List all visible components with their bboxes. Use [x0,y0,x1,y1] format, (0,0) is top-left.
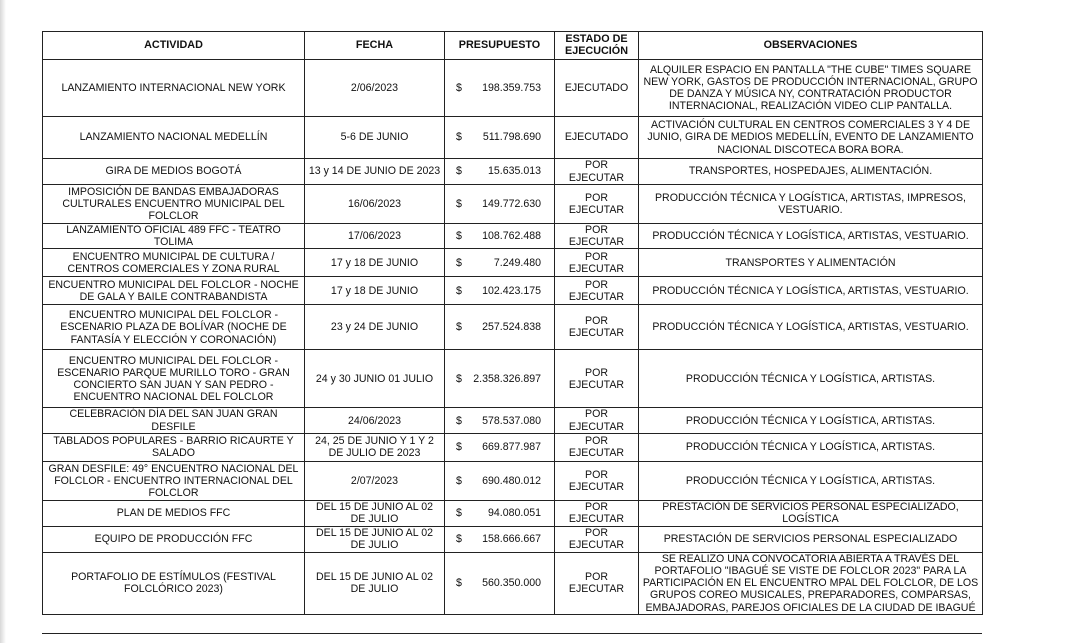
currency-symbol: $ [456,474,462,487]
actividad-cell: ENCUENTRO MUNICIPAL DE CULTURA / CENTROS COMERCIALES Y ZONA RURAL [43,249,305,277]
presupuesto-cell [445,185,555,224]
currency-symbol: $ [456,197,462,210]
table-row [43,500,983,526]
budget-amount: 2.358.326.897 [473,372,541,385]
observaciones-cell: PRODUCCIÓN TÉCNICA Y LOGÍSTICA, ARTISTAS. [639,350,983,408]
actividad-cell: PORTAFOLIO DE ESTÍMULOS (FESTIVAL FOLCLÓRICO 2023) [43,552,305,614]
presupuesto-cell [445,526,555,552]
actividad-cell: PLAN DE MEDIOS FFC [43,500,305,526]
header-estado: ESTADO DE EJECUCIÓN [555,32,639,60]
estado-cell: POR EJECUTAR [555,185,639,224]
budget-amount: 158.666.667 [482,533,541,546]
observaciones-cell: TRANSPORTES Y ALIMENTACIÓN [639,249,983,277]
presupuesto-cell [445,159,555,185]
fecha-cell: DEL 15 DE JUNIO AL 02 DE JULIO [305,552,445,614]
budget-amount: 102.423.175 [482,284,541,297]
fecha-cell: 13 y 14 DE JUNIO DE 2023 [305,159,445,185]
estado-cell: POR EJECUTAR [555,500,639,526]
currency-symbol: $ [456,533,462,546]
estado-cell: EJECUTADO [555,60,639,117]
fecha-cell: 24 y 30 JUNIO 01 JULIO [305,350,445,408]
observaciones-cell: ALQUILER ESPACIO EN PANTALLA "THE CUBE" TIMES SQUARE NEW YORK, GASTOS DE PRODUCCIÓN INTERNACIONAL, GRUPO DE DANZA Y MÚSICA NY, CONTRATACIÓN PRODUCTOR INTERNACIONAL, REALIZACIÓN VIDEO CLIP PANTALLA. [639,60,983,117]
actividad-cell: LANZAMIENTO INTERNACIONAL NEW YORK [43,60,305,117]
presupuesto-cell [445,552,555,614]
table-row [43,408,983,433]
fecha-cell: 23 y 24 DE JUNIO [305,305,445,350]
header-fecha: FECHA [305,32,445,60]
table-bottom-border [42,633,982,634]
actividad-cell: GIRA DE MEDIOS BOGOTÁ [43,159,305,185]
actividad-cell: TABLADOS POPULARES - BARRIO RICAURTE Y SALADO [43,433,305,461]
observaciones-cell: PRODUCCIÓN TÉCNICA Y LOGÍSTICA, ARTISTAS. [639,461,983,500]
actividad-cell: EQUIPO DE PRODUCCIÓN FFC [43,526,305,552]
fecha-cell: 5-6 DE JUNIO [305,117,445,159]
budget-amount: 578.537.080 [482,414,541,427]
currency-symbol: $ [456,321,462,334]
observaciones-cell: TRANSPORTES, HOSPEDAJES, ALIMENTACIÓN. [639,159,983,185]
observaciones-cell: ACTIVACIÓN CULTURAL EN CENTROS COMERCIALES 3 Y 4 DE JUNIO, GIRA DE MEDIOS MEDELLÍN, EVENTO DE LANZAMIENTO NACIONAL DISCOTECA BORA BORA. [639,117,983,159]
budget-amount: 7.249.480 [493,256,541,269]
budget-amount: 257.524.838 [482,321,541,334]
estado-cell: POR EJECUTAR [555,224,639,249]
presupuesto-cell [445,305,555,350]
table-row [43,185,983,224]
fecha-cell: 2/06/2023 [305,60,445,117]
table-row [43,224,983,249]
presupuesto-cell [445,350,555,408]
budget-amount: 108.762.488 [482,230,541,243]
currency-symbol: $ [456,372,462,385]
observaciones-cell: PRODUCCIÓN TÉCNICA Y LOGÍSTICA, ARTISTAS, VESTUARIO. [639,305,983,350]
presupuesto-cell [445,500,555,526]
presupuesto-cell [445,461,555,500]
page-edge-shadow [0,0,6,643]
currency-symbol: $ [456,441,462,454]
table-row [43,249,983,277]
observaciones-cell: PRODUCCIÓN TÉCNICA Y LOGÍSTICA, ARTISTAS, IMPRESOS, VESTUARIO. [639,185,983,224]
budget-amount: 15.635.013 [487,165,541,178]
actividad-cell: CELEBRACIÓN DÍA DEL SAN JUAN GRAN DESFILE [43,408,305,433]
observaciones-cell: SE REALIZO UNA CONVOCATORIA ABIERTA A TRAVÉS DEL PORTAFOLIO "IBAGUÉ SE VISTE DE FOLCLOR 2023" PARA LA PARTICIPACIÓN EN EL ENCUENTRO MPAL DEL FOLCLOR, DE LOS GRUPOS COREO MUSICALES, PREPARADORES, COMPARSAS, EMBAJADORAS, PAREJOS OFICIALES DE LA CIUDAD DE IBAGUÉ [639,552,983,614]
fecha-cell: 17/06/2023 [305,224,445,249]
observaciones-cell: PRESTACIÓN DE SERVICIOS PERSONAL ESPECIALIZADO [639,526,983,552]
fecha-cell: 17 y 18 DE JUNIO [305,277,445,305]
table-row [43,159,983,185]
table-row [43,350,983,408]
budget-table [42,31,983,615]
presupuesto-cell [445,117,555,159]
currency-symbol: $ [456,230,462,243]
actividad-cell: ENCUENTRO MUNICIPAL DEL FOLCLOR - ESCENARIO PLAZA DE BOLÍVAR (NOCHE DE FANTASÍA Y ELECCIÓN Y CORONACIÓN) [43,305,305,350]
budget-amount: 690.480.012 [482,474,541,487]
table-header-row [43,32,983,60]
header-presupuesto: PRESUPUESTO [445,32,555,60]
table-row [43,526,983,552]
budget-amount: 511.798.690 [482,131,541,144]
presupuesto-cell [445,408,555,433]
table-row [43,60,983,117]
fecha-cell: DEL 15 DE JUNIO AL 02 DE JULIO [305,526,445,552]
budget-amount: 149.772.630 [482,197,541,210]
fecha-cell: 16/06/2023 [305,185,445,224]
estado-cell: EJECUTADO [555,117,639,159]
estado-cell: POR EJECUTAR [555,350,639,408]
actividad-cell: GRAN DESFILE: 49° ENCUENTRO NACIONAL DEL FOLCLOR - ENCUENTRO INTERNACIONAL DEL FOLCLOR [43,461,305,500]
table-row [43,277,983,305]
actividad-cell: ENCUENTRO MUNICIPAL DEL FOLCLOR - ESCENARIO PARQUE MURILLO TORO - GRAN CONCIERTO SAN JUAN Y SAN PEDRO - ENCUENTRO NACIONAL DEL FOLCLOR [43,350,305,408]
fecha-cell: 24/06/2023 [305,408,445,433]
currency-symbol: $ [456,577,462,590]
observaciones-cell: PRODUCCIÓN TÉCNICA Y LOGÍSTICA, ARTISTAS. [639,408,983,433]
observaciones-cell: PRESTACIÓN DE SERVICIOS PERSONAL ESPECIALIZADO, LOGÍSTICA [639,500,983,526]
observaciones-cell: PRODUCCIÓN TÉCNICA Y LOGÍSTICA, ARTISTAS. [639,433,983,461]
fecha-cell: 24, 25 DE JUNIO Y 1 Y 2 DE JULIO DE 2023 [305,433,445,461]
currency-symbol: $ [456,507,462,520]
table-row [43,305,983,350]
actividad-cell: IMPOSICIÓN DE BANDAS EMBAJADORAS CULTURALES ENCUENTRO MUNICIPAL DEL FOLCLOR [43,185,305,224]
table-row [43,117,983,159]
observaciones-cell: PRODUCCIÓN TÉCNICA Y LOGÍSTICA, ARTISTAS, VESTUARIO. [639,224,983,249]
fecha-cell: DEL 15 DE JUNIO AL 02 DE JULIO [305,500,445,526]
actividad-cell: LANZAMIENTO OFICIAL 489 FFC - TEATRO TOLIMA [43,224,305,249]
budget-amount: 560.350.000 [482,577,541,590]
presupuesto-cell [445,60,555,117]
actividad-cell: ENCUENTRO MUNICIPAL DEL FOLCLOR - NOCHE DE GALA Y BAILE CONTRABANDISTA [43,277,305,305]
estado-cell: POR EJECUTAR [555,277,639,305]
header-observaciones: OBSERVACIONES [639,32,983,60]
presupuesto-cell [445,224,555,249]
presupuesto-cell [445,433,555,461]
estado-cell: POR EJECUTAR [555,461,639,500]
fecha-cell: 17 y 18 DE JUNIO [305,249,445,277]
estado-cell: POR EJECUTAR [555,249,639,277]
table-row [43,433,983,461]
actividad-cell: LANZAMIENTO NACIONAL MEDELLÍN [43,117,305,159]
estado-cell: POR EJECUTAR [555,408,639,433]
currency-symbol: $ [456,165,462,178]
header-actividad: ACTIVIDAD [43,32,305,60]
budget-amount: 669.877.987 [482,441,541,454]
currency-symbol: $ [456,414,462,427]
estado-cell: POR EJECUTAR [555,552,639,614]
observaciones-cell: PRODUCCIÓN TÉCNICA Y LOGÍSTICA, ARTISTAS, VESTUARIO. [639,277,983,305]
table-row [43,461,983,500]
estado-cell: POR EJECUTAR [555,159,639,185]
fecha-cell: 2/07/2023 [305,461,445,500]
currency-symbol: $ [456,284,462,297]
budget-amount: 94.080.051 [487,507,541,520]
estado-cell: POR EJECUTAR [555,526,639,552]
budget-amount: 198.359.753 [482,81,541,94]
estado-cell: POR EJECUTAR [555,433,639,461]
estado-cell: POR EJECUTAR [555,305,639,350]
presupuesto-cell [445,277,555,305]
presupuesto-cell [445,249,555,277]
table-row [43,552,983,614]
currency-symbol: $ [456,256,462,269]
currency-symbol: $ [456,131,462,144]
currency-symbol: $ [456,81,462,94]
